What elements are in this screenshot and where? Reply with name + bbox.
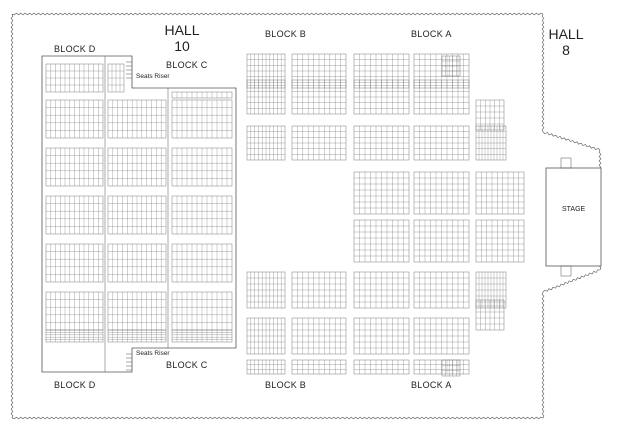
block-a-seats (354, 126, 409, 160)
seat-rows (247, 126, 285, 160)
seat-rows (476, 300, 504, 330)
seat-rows (108, 100, 166, 138)
seat-rows (172, 292, 232, 330)
block-a-bottom-label: BLOCK A (411, 380, 452, 390)
block-b-seats (292, 126, 346, 160)
seat-rows (108, 64, 124, 92)
block-d-c-seats (46, 292, 103, 330)
stage-steps-top (561, 158, 571, 168)
block-b-seats (292, 360, 346, 374)
block-d-top-label: BLOCK D (54, 44, 96, 54)
venue-boundary (11, 13, 601, 419)
stage (546, 158, 601, 276)
seat-rows (292, 272, 346, 308)
block-a-seats (354, 360, 409, 374)
seat-rows (108, 292, 166, 330)
seat-rows (354, 172, 409, 214)
seat-rows (414, 272, 469, 308)
block-a-seats (354, 220, 409, 262)
seat-rows (442, 360, 460, 376)
seat-rows (292, 80, 346, 114)
block-a-seats (354, 172, 409, 214)
seat-rows (476, 220, 524, 262)
seat-rows (354, 80, 409, 114)
block-d-c-seats (108, 100, 166, 138)
block-a-seats (414, 272, 469, 308)
block-b-seats (247, 272, 285, 308)
seats-riser-top-label: Seats Riser (136, 73, 170, 80)
block-d-c-seats (172, 100, 232, 138)
seats-riser-bottom-label: Seats Riser (136, 350, 170, 357)
hall-10-name: HALL (164, 22, 200, 38)
block-a-seats (414, 80, 469, 114)
block-a-seats (476, 300, 504, 330)
block-a-seats (354, 272, 409, 308)
seat-rows (292, 360, 346, 374)
block-a-seats (414, 220, 469, 262)
block-c-bottom-label: BLOCK C (166, 360, 208, 370)
seat-rows (414, 360, 469, 374)
hall-8-label (546, 26, 586, 58)
seat-rows (46, 196, 103, 234)
hall-8-name: HALL (548, 26, 584, 42)
block-d-bottom-label: BLOCK D (54, 380, 96, 390)
block-a-top-label: BLOCK A (411, 29, 452, 39)
block-a-seats (476, 100, 504, 130)
block-a-seats (476, 220, 524, 262)
block-a-seats (414, 126, 469, 160)
block-a-seats (354, 318, 409, 354)
seat-rows (247, 318, 285, 354)
block-c-top-label: BLOCK C (166, 60, 208, 70)
seat-block-outline (476, 172, 524, 214)
block-b-seats (247, 126, 285, 160)
seat-block-outline (476, 220, 524, 262)
seat-rows (177, 92, 227, 98)
seat-rows (247, 80, 285, 114)
block-a-seats (414, 360, 469, 374)
block-b-seats (247, 360, 285, 374)
seat-rows (414, 172, 469, 214)
boundary-wall (11, 13, 601, 419)
block-d-c-seats (46, 244, 103, 282)
block-a-seats (354, 80, 409, 114)
seat-rows (442, 56, 460, 76)
seat-grids (46, 54, 524, 376)
seat-rows (476, 272, 506, 308)
seat-rows (108, 196, 166, 234)
block-d-c-seats (172, 244, 232, 282)
block-b-seats (247, 80, 285, 114)
seat-rows (354, 360, 409, 374)
seat-rows (46, 330, 103, 342)
block-a-seats (476, 272, 506, 308)
hall-10-label (162, 22, 202, 54)
seat-rows (476, 172, 524, 214)
block-a-seats (442, 56, 460, 76)
block-a-seats (442, 360, 460, 376)
seat-rows (354, 220, 409, 262)
seat-rows (476, 100, 504, 130)
seat-rows (46, 244, 103, 282)
block-b-seats (292, 272, 346, 308)
stage-label: STAGE (562, 206, 586, 213)
seat-rows (354, 272, 409, 308)
block-b-seats (292, 80, 346, 114)
block-b-seats (292, 318, 346, 354)
seat-rows (354, 126, 409, 160)
seat-rows (172, 100, 232, 138)
block-a-seats (476, 172, 524, 214)
seat-rows (172, 244, 232, 282)
seat-rows (46, 64, 103, 92)
block-c-seats (172, 92, 232, 98)
stage-platform (546, 168, 601, 266)
block-a-seats (414, 172, 469, 214)
seat-rows (247, 272, 285, 308)
seat-rows (108, 330, 166, 342)
seat-rows (247, 360, 285, 374)
seat-rows (292, 126, 346, 160)
seat-rows (172, 330, 232, 342)
block-d-c-seats (172, 330, 232, 342)
seat-rows (476, 126, 506, 160)
block-d-c-seats (108, 330, 166, 342)
block-d-seats (108, 64, 124, 92)
block-d-c-seats (172, 196, 232, 234)
block-d-c-seats (172, 292, 232, 330)
seat-rows (108, 244, 166, 282)
seat-rows (46, 148, 103, 186)
block-d-c-seats (108, 148, 166, 186)
seat-rows (172, 148, 232, 186)
seat-rows (46, 100, 103, 138)
seat-rows (172, 196, 232, 234)
block-b-seats (247, 318, 285, 354)
seat-rows (414, 318, 469, 354)
seat-rows (414, 126, 469, 160)
seat-rows (414, 80, 469, 114)
hall-8-number: 8 (562, 42, 570, 58)
block-d-c-seats (46, 330, 103, 342)
seat-rows (46, 292, 103, 330)
seat-rows (108, 148, 166, 186)
block-d-c-seats (108, 244, 166, 282)
block-d-c-seats (46, 196, 103, 234)
block-d-c-seats (46, 148, 103, 186)
seat-rows (292, 318, 346, 354)
block-a-seats (476, 126, 506, 160)
block-b-top-label: BLOCK B (265, 29, 307, 39)
block-d-c-seats (108, 196, 166, 234)
seat-rows (354, 318, 409, 354)
seat-block-outline (442, 360, 460, 376)
block-d-c-seats (46, 100, 103, 138)
block-d-c-seats (108, 292, 166, 330)
stage-steps-bottom (561, 266, 571, 276)
block-d-seats (46, 64, 103, 92)
block-a-seats (414, 318, 469, 354)
block-d-c-seats (172, 148, 232, 186)
block-b-bottom-label: BLOCK B (265, 380, 307, 390)
hall-10-number: 10 (174, 38, 190, 54)
seat-rows (414, 220, 469, 262)
